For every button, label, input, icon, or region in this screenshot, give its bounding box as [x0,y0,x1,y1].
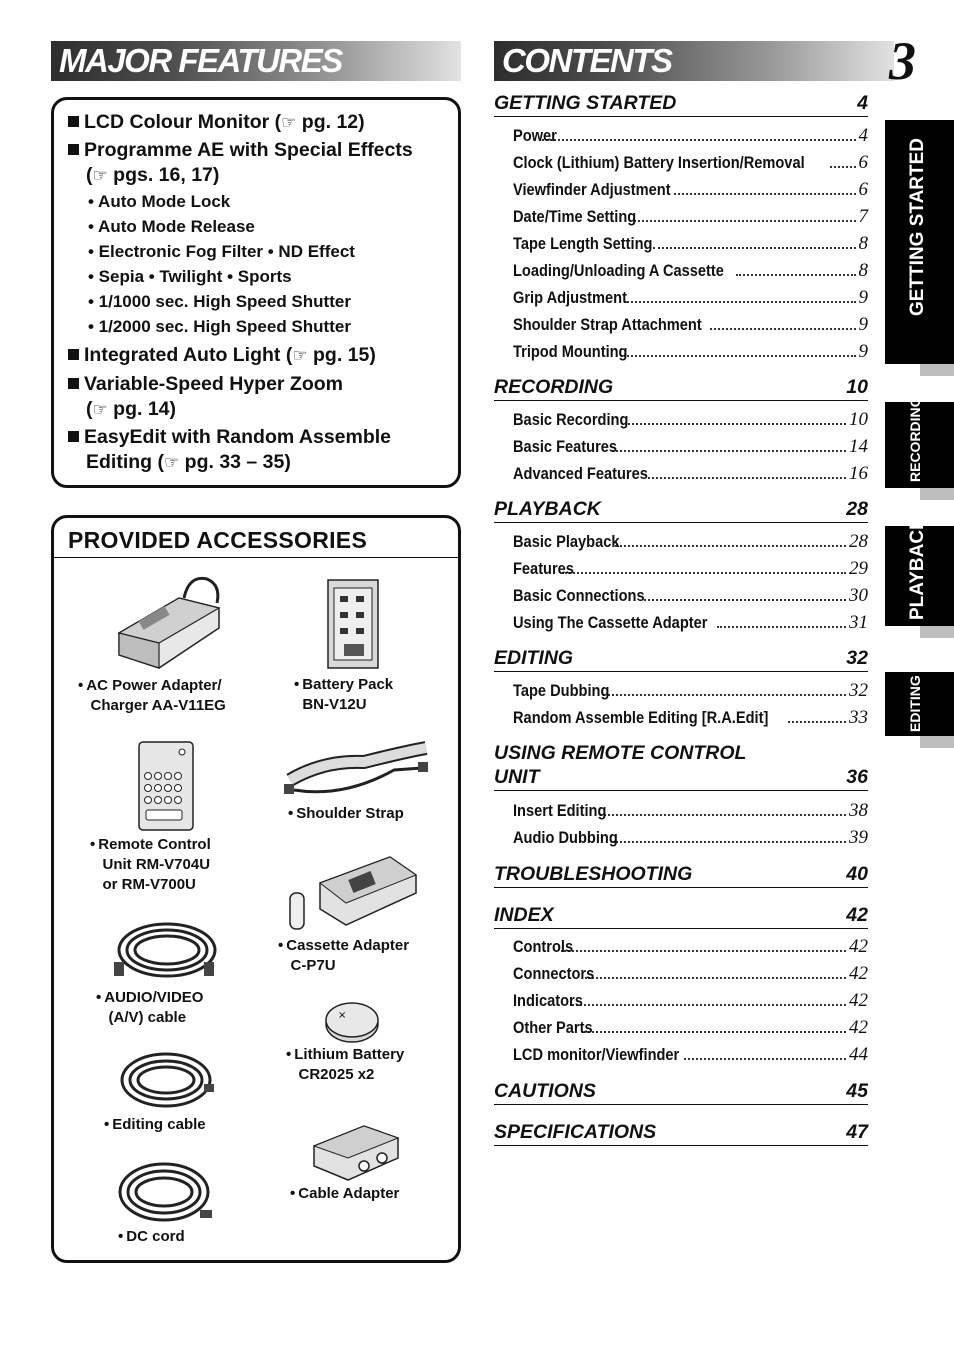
accessory-model: BN-V12U [302,696,367,713]
entry-title: Grip Adjustment [513,288,627,307]
contents-entry[interactable] [513,679,868,703]
accessory-label: • AC Power Adapter/ Charger AA-V11EG [78,677,226,714]
section-page: 10 [846,376,868,398]
square-bullet-icon [68,349,79,360]
entry-title: Date/Time Setting [513,207,637,226]
tab-recording[interactable] [885,396,954,488]
contents-entry[interactable] [513,408,868,432]
accessory-label: • Remote Control Unit RM-V704U or RM-V700U [90,836,211,893]
contents-entry[interactable] [513,826,868,850]
dot-leader [684,1058,846,1060]
pointing-hand-icon: ☞ [92,166,108,185]
dot-leader [624,355,855,357]
dot-leader [674,193,855,195]
contents-entry[interactable] [513,1016,868,1040]
entry-title: Tripod Mounting [513,342,628,361]
accessory-model: Unit RM-V704U [102,856,211,873]
entry-title: Features [513,559,574,578]
accessory-name: AC Power Adapter/ [86,677,222,694]
dc-cord-icon [114,1158,218,1228]
page-number: 3 [889,31,916,91]
feature-ref: pg. 14) [113,398,177,420]
av-cable-icon [112,918,222,984]
dot-leader [788,721,846,723]
major-features-heading [51,41,461,81]
contents-section-heading[interactable] [494,646,868,672]
section-title: INDEX [494,904,554,926]
accessory-name: Shoulder Strap [296,805,404,822]
entry-page: 42 [849,1017,868,1038]
contents-entry[interactable] [513,557,868,581]
section-title: USING REMOTE CONTROL [494,742,747,764]
section-page: 45 [846,1080,868,1102]
feature-text: ( [86,398,93,420]
tab-label: EDITING [907,675,923,732]
contents-section-heading[interactable] [494,903,868,929]
contents-section-heading[interactable] [494,862,868,888]
entry-page: 44 [849,1044,868,1065]
section-title: EDITING [494,647,574,669]
dot-leader [653,247,855,249]
entry-title: Controls [513,937,574,956]
entry-title: Loading/Unloading A Cassette [513,261,724,280]
square-bullet-icon [68,431,79,442]
accessory-name: Cable Adapter [298,1185,400,1202]
contents-entry[interactable] [513,124,868,148]
dot-leader [625,423,846,425]
feature-sub-item: • Sepia • Twilight • Sports [88,267,292,286]
entry-page: 9 [858,287,868,308]
accessory-model: Charger AA-V11EG [90,697,226,714]
contents-section-heading[interactable] [494,1120,868,1146]
feature-sub-item: • Auto Mode Lock [88,192,231,211]
feature-text: Integrated Auto Light ( [84,344,293,366]
contents-section-heading[interactable] [494,375,868,401]
ac-adapter-icon [109,573,229,673]
dot-leader [585,977,846,979]
section-page: 42 [846,904,868,926]
section-page: 32 [846,647,868,669]
pointing-hand-icon: ☞ [92,400,108,419]
dot-leader [736,274,855,276]
feature-sub-item: • Auto Mode Release [88,217,255,236]
section-title: PLAYBACK [494,498,601,520]
accessory-label: • Editing cable [104,1116,206,1133]
contents-entry[interactable] [513,178,868,202]
dot-leader [584,1031,846,1033]
svg-text:×: × [338,1010,347,1021]
dot-leader [600,814,846,816]
pointing-hand-icon: ☞ [292,346,308,365]
cable-adapter-icon [308,1122,402,1186]
feature-text: LCD Colour Monitor ( [84,111,282,133]
dot-leader [613,841,846,843]
entry-title: Using The Cassette Adapter [513,613,708,632]
feature-text: EasyEdit with Random Assemble [84,426,392,448]
dot-leader [572,1004,846,1006]
entry-title: Basic Recording [513,410,629,429]
entry-page: 42 [849,963,868,984]
accessory-label: • Battery Pack BN-V12U [294,676,394,713]
entry-title: Advanced Features [513,464,648,483]
tab-playback[interactable] [885,516,954,626]
feature-item [68,138,413,188]
tab-label: PLAYBACK [907,516,928,620]
entry-title: Shoulder Strap Attachment [513,315,702,334]
feature-ref: pg. 15) [313,344,376,366]
contents-entry[interactable] [513,706,868,730]
square-bullet-icon [68,144,79,155]
feature-sub-item: • Electronic Fog Filter • ND Effect [88,242,355,261]
feature-item [68,110,365,135]
tab-label: RECORDING [907,396,923,482]
dot-leader [634,220,855,222]
section-page: 47 [846,1121,868,1143]
contents-entry[interactable] [513,286,868,310]
contents-entry[interactable] [513,935,868,959]
accessory-name: DC cord [126,1228,185,1245]
accessory-label: • Cable Adapter [290,1185,400,1202]
dot-leader [710,328,855,330]
section-title: UNIT [494,766,540,788]
section-page: 40 [846,863,868,885]
pointing-hand-icon: ☞ [163,453,180,472]
major-features-title: MAJOR FEATURES [59,42,342,79]
pointing-hand-icon: ☞ [281,113,297,132]
contents-entry[interactable] [513,584,868,608]
contents-entry[interactable] [513,259,868,283]
entry-title: Audio Dubbing [513,828,618,847]
accessory-label: • Lithium Battery CR2025 x2 [286,1046,405,1083]
accessories-title: PROVIDED ACCESSORIES [54,518,458,558]
dot-leader [615,545,846,547]
tab-label: GETTING STARTED [907,137,928,316]
contents-entry[interactable] [513,611,868,635]
accessory-label: • Cassette Adapter C-P7U [278,937,410,974]
entry-page: 42 [849,936,868,957]
remote-control-icon [136,740,196,832]
dot-leader [644,599,846,601]
contents-entry[interactable] [513,530,868,554]
feature-ref: pgs. 16, 17) [113,164,220,186]
entry-title: LCD monitor/Viewfinder [513,1045,680,1064]
entry-page: 6 [858,179,868,200]
entry-title: Tape Length Setting [513,234,653,253]
entry-page: 7 [858,206,868,227]
accessory-name: Editing cable [112,1116,206,1133]
entry-title: Basic Playback [513,532,620,551]
contents-entry[interactable] [513,462,868,486]
accessory-model: or RM-V700U [102,876,196,893]
feature-item [68,372,343,422]
entry-title: Power [513,126,557,145]
entry-title: Tape Dubbing [513,681,610,700]
entry-page: 30 [849,585,868,606]
entry-title: Random Assemble Editing [R.A.Edit] [513,708,769,727]
entry-page: 28 [849,531,868,552]
dot-leader [542,139,855,141]
entry-page: 42 [849,990,868,1011]
entry-page: 38 [849,800,868,821]
entry-title: Indicators [513,991,583,1010]
dot-leader [830,166,855,168]
contents-entry[interactable] [513,232,868,256]
dot-leader [612,450,846,452]
dot-leader [562,572,846,574]
feature-text: ( [86,164,93,186]
accessory-name: Remote Control [98,836,211,853]
accessory-model: C-P7U [290,957,336,974]
contents-entry[interactable] [513,799,868,823]
entry-page: 33 [849,707,868,728]
entry-page: 31 [849,612,868,633]
accessory-name: Lithium Battery [294,1046,405,1063]
shoulder-strap-icon [284,740,432,802]
provided-accessories-box [51,515,461,1263]
feature-text: Variable-Speed Hyper Zoom [84,373,343,395]
accessory-label: • Shoulder Strap [288,805,404,822]
accessory-name: Cassette Adapter [286,937,410,954]
accessory-model: (A/V) cable [108,1009,187,1026]
feature-text: Editing ( [86,451,164,473]
section-page: 36 [846,766,868,788]
accessory-label: • AUDIO/VIDEO (A/V) cable [96,989,204,1026]
battery-pack-icon [322,576,386,672]
section-title: GETTING STARTED [494,92,677,114]
tab-getting-started[interactable] [885,120,954,364]
entry-title: Viewfinder Adjustment [513,180,671,199]
feature-item [68,343,376,368]
entry-page: 10 [849,409,868,430]
section-page: 28 [846,498,868,520]
contents-title: CONTENTS [502,42,672,79]
square-bullet-icon [68,378,79,389]
accessory-name: AUDIO/VIDEO [104,989,204,1006]
feature-sub-item: • 1/2000 sec. High Speed Shutter [88,317,351,336]
feature-sub-item: • 1/1000 sec. High Speed Shutter [88,292,351,311]
entry-page: 9 [858,341,868,362]
contents-section-heading[interactable] [494,497,868,523]
entry-page: 14 [849,436,868,457]
editing-cable-icon [116,1048,216,1112]
feature-text: Programme AE with Special Effects [84,139,413,161]
lithium-battery-icon [324,1000,380,1044]
entry-page: 32 [849,680,868,701]
contents-heading [494,41,894,81]
entry-page: 16 [849,463,868,484]
entry-page: 4 [858,125,868,146]
entry-title: Basic Connections [513,586,645,605]
entry-page: 39 [849,827,868,848]
contents-section-heading[interactable] [494,91,868,117]
dot-leader [648,477,846,479]
accessory-label: • DC cord [118,1228,185,1245]
entry-title: Basic Features [513,437,618,456]
entry-page: 6 [858,152,868,173]
dot-leader [624,301,856,303]
contents-entry[interactable] [513,962,868,986]
tab-editing[interactable] [885,672,954,736]
feature-ref: pg. 33 – 35) [184,451,291,473]
cassette-adapter-icon [280,853,420,935]
entry-title: Other Parts [513,1018,593,1037]
contents-entry[interactable] [513,340,868,364]
major-features-box [51,97,461,488]
contents-entry[interactable] [513,1043,868,1067]
entry-page: 9 [858,314,868,335]
square-bullet-icon [68,116,79,127]
contents-section-heading[interactable] [494,1079,868,1105]
contents-entry[interactable] [513,313,868,337]
entry-page: 8 [858,233,868,254]
entry-title: Clock (Lithium) Battery Insertion/Removal [513,153,805,172]
dot-leader [561,950,846,952]
entry-title: Connectors [513,964,595,983]
accessory-model: CR2025 x2 [298,1066,375,1083]
contents-entry[interactable] [513,435,868,459]
entry-page: 29 [849,558,868,579]
feature-item [68,425,391,475]
dot-leader [717,626,846,628]
section-title: RECORDING [494,376,614,398]
section-title: SPECIFICATIONS [494,1121,657,1143]
entry-title: Insert Editing [513,801,607,820]
contents-entry[interactable] [513,989,868,1013]
contents-section-heading[interactable] [494,741,868,791]
section-page: 4 [857,92,868,114]
feature-ref: pg. 12) [301,111,365,133]
section-title: CAUTIONS [494,1080,596,1102]
section-title: TROUBLESHOOTING [494,863,693,885]
accessory-name: Battery Pack [302,676,394,693]
dot-leader [603,694,846,696]
entry-page: 8 [858,260,868,281]
contents-entry[interactable] [513,151,868,175]
contents-entry[interactable] [513,205,868,229]
